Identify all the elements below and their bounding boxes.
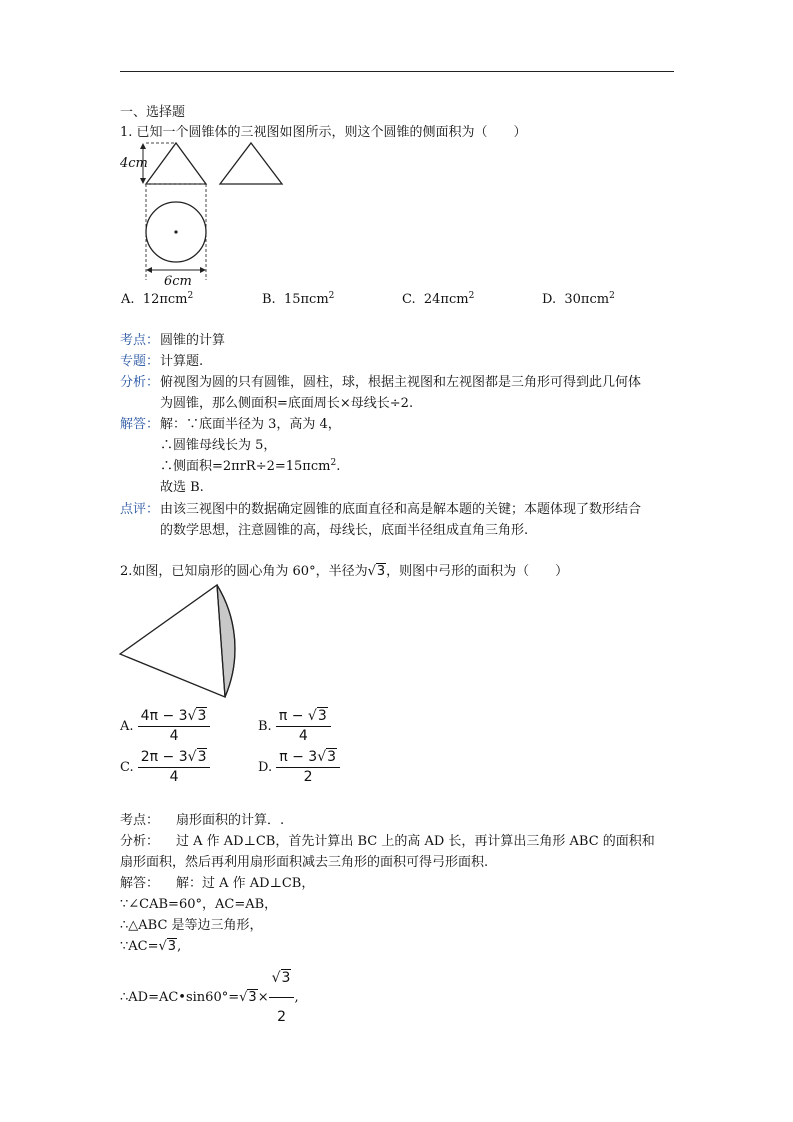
- q1-fenxi-line1: 俯视图为圆的只有圆锥，圆柱，球，根据主视图和左视图都是三角形可得到此几何体: [160, 375, 642, 390]
- q1-fenxi-label: 分析：: [120, 375, 160, 390]
- q2-kaodian: 扇形面积的计算．.: [176, 813, 285, 828]
- section-title: 一、选择题: [120, 105, 186, 120]
- q1-dianping-line2: 的数学思想，注意圆锥的高，母线长，底面半径组成直角三角形.: [160, 523, 529, 538]
- q1-jieda-line3: ∴侧面积=2πrR÷2=15πcm$^2$.: [160, 458, 341, 474]
- q1-option-d: D. 30πcm$^2$: [542, 291, 615, 307]
- q1-option-c: C. 24πcm$^2$: [402, 291, 475, 307]
- q1-height-label: 4cm: [120, 156, 148, 171]
- q2-fenxi-line1: 过 A 作 AD⊥CB，首先计算出 BC 上的高 AD 长，再计算出三角形 ABC 的面积和: [176, 834, 655, 849]
- q1-kaodian-label: 考点：: [120, 333, 160, 348]
- q1-width-label: 6cm: [164, 274, 192, 289]
- q2-line5: ∴AD=AC•sin60°=√3× $\frac{√3}{2}$ ,: [120, 960, 299, 1035]
- front-view-triangle: [146, 143, 206, 184]
- q2-jieda-label: 解答：: [120, 876, 160, 891]
- q2-line4: ∵AC=√3,: [120, 939, 182, 954]
- q2-line3: ∴△ABC 是等边三角形，: [120, 918, 263, 933]
- q1-zhuanti: 计算题.: [160, 354, 204, 369]
- q2-option-d: D. $\frac{\pi - 3√3}{2}$: [258, 749, 340, 786]
- q2-jieda-line1: 解：过 A 作 AD⊥CB，: [176, 876, 315, 891]
- q2-option-c: C. $\frac{2\pi - 3√3}{4}$: [120, 749, 210, 786]
- q1-option-b: B. 15πcm$^2$: [262, 291, 335, 307]
- q2-question: 2.如图，已知扇形的圆心角为 60°，半径为√3，则图中弓形的面积为（ ）: [120, 564, 569, 579]
- q1-jieda-line1: 解：∵底面半径为 3，高为 4，: [160, 417, 341, 432]
- q1-jieda-line2: ∴圆锥母线长为 5，: [160, 438, 277, 453]
- q2-kaodian-label: 考点：: [120, 813, 160, 828]
- q1-fenxi-line2: 为圆锥，那么侧面积=底面周长×母线长÷2.: [160, 396, 414, 411]
- header-rule: [120, 71, 674, 72]
- q2-option-a: A. $\frac{4\pi - 3√3}{4}$: [120, 708, 210, 745]
- q1-jieda-label: 解答：: [120, 417, 160, 432]
- q2-fenxi-line2: 扇形面积，然后再利用扇形面积减去三角形的面积可得弓形面积.: [120, 855, 489, 870]
- q1-kaodian: 圆锥的计算: [160, 333, 226, 348]
- q2-sector-figure: [115, 580, 250, 705]
- triangle-abc: [120, 585, 225, 697]
- side-view-triangle: [220, 143, 282, 184]
- q1-option-a: A. 12πcm$^2$: [121, 291, 194, 307]
- q1-dianping-line1: 由该三视图中的数据确定圆锥的底面直径和高是解本题的关键；本题体现了数形结合: [160, 502, 642, 517]
- q2-line2: ∵∠CAB=60°，AC=AB，: [120, 897, 278, 912]
- q2-fenxi-label: 分析：: [120, 834, 160, 849]
- q1-question: 1. 已知一个圆锥体的三视图如图所示，则这个圆锥的侧面积为（ ）: [120, 125, 527, 140]
- q2-option-b: B. $\frac{\pi - √3}{4}$: [258, 708, 331, 745]
- q1-zhuanti-label: 专题：: [120, 354, 160, 369]
- q1-jieda-line4: 故选 B.: [160, 480, 204, 495]
- q1-dianping-label: 点评：: [120, 502, 160, 517]
